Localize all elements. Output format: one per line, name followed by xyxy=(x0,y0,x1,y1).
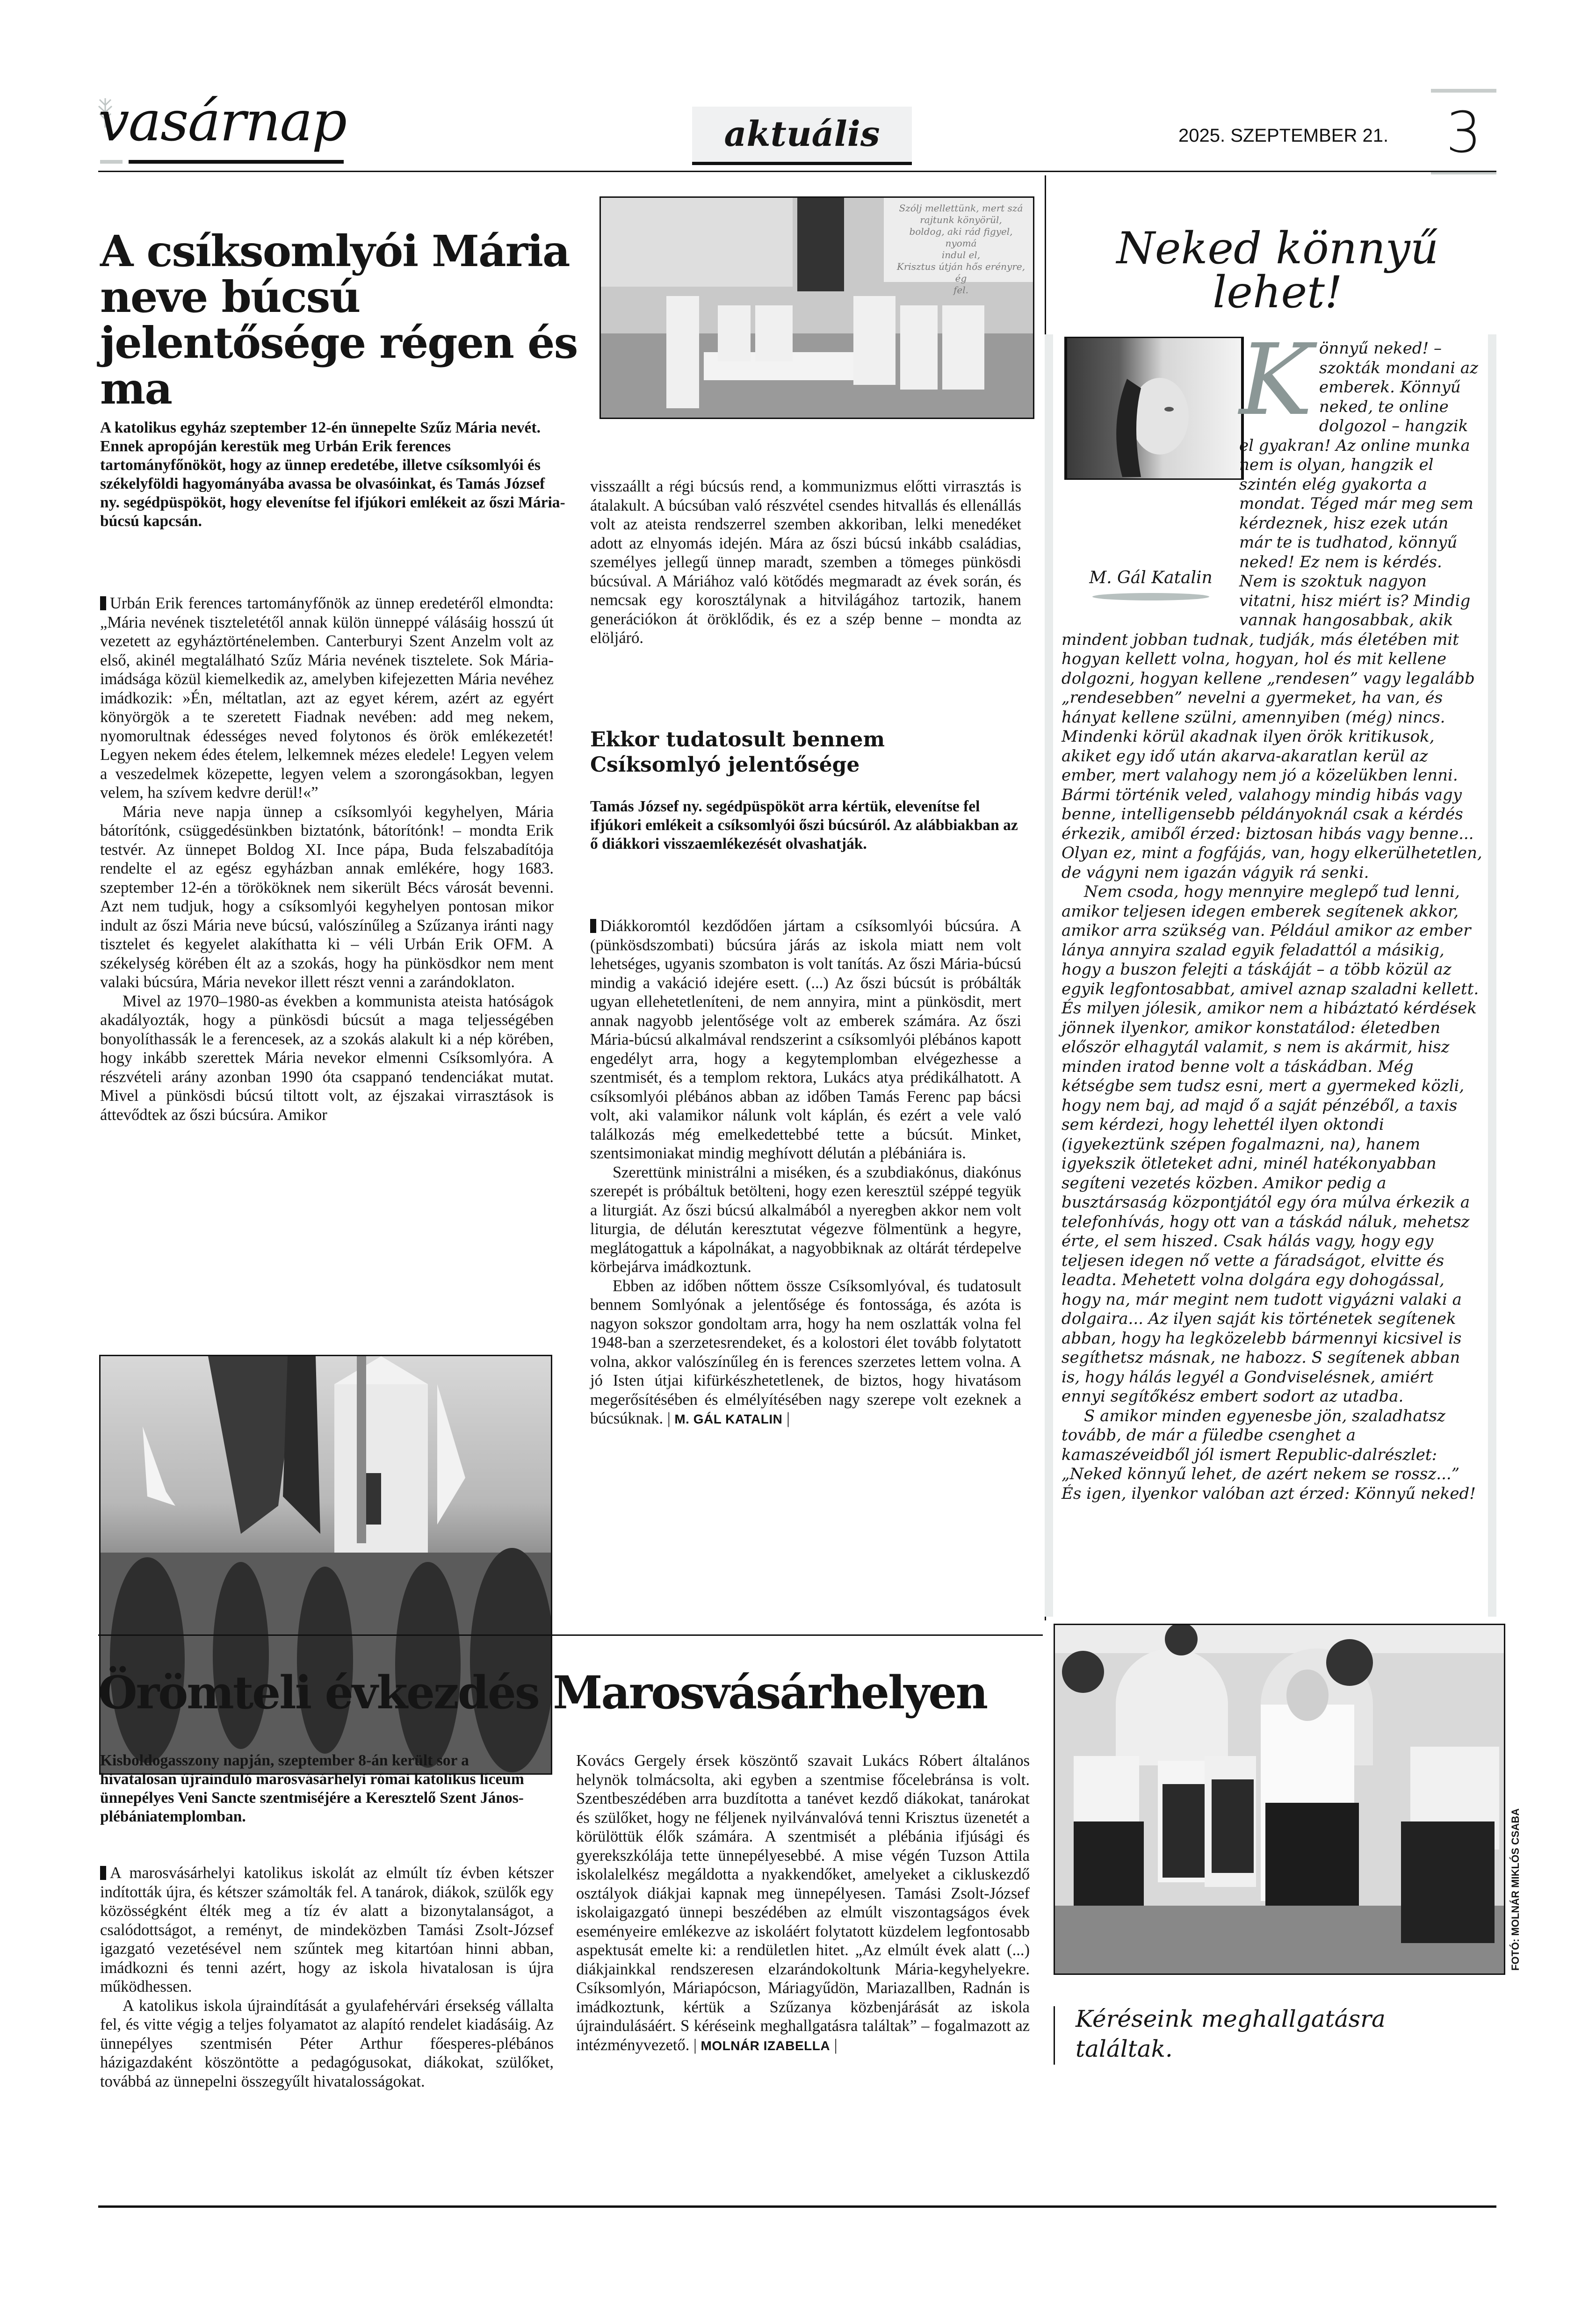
article-body-col2: visszaállt a régi búcsús rend, a kommunizmus előtti virrasztás is átalakult. A búcsúban való részvétel csendes hitvallás és ellenállás volt az ateista rendszerrel szemben akkoriban, lelki menedéket adott az elnyomás idején. Mára az őszi búcsú inkább családias, személyes jellegű ünnep maradt, szemben a tömeges pünkösdi búcsúval. A Máriához való kötődés megmaradt az évek során, és nemcsak egy korosztálynak a hitvilágához tartozik, hanem generációkon át öröklődik, és ez a szép benne – mondta az elöljáró. xyxy=(590,477,1021,647)
school-photo-graphic xyxy=(1055,1625,1504,1973)
article-body-col1: Urbán Erik ferences tartományfőnök az ünnep eredetéről elmondta: „Mária nevének tiszteletétől annak külön ünneppé válásáig hosszú út vezetett az egyháztörténelemben. Canterburyi Szent Anzelm volt az első, akinél megtalálható Szűz Mária nevének tisztelete. Sok Mária-imádsága közül kiemelkedik az, amelyben kifejezetten Mária nevéhez imádkozik: »Én, méltatlan, azt az egyet kérem, azért az egyért könyörgök a te szeretett Fiadnak nevében: add meg nekem, nyomorultnak édességes neved folytonos és örök emlékezetét! Legyen nekem édes ételem, lelkemnek mézes eledele! Legyen velem a veszedelmek közepette, legyen velem a szorongásokban, legyen velem, ha szívem kedvre derül!«” Mária neve napja ünnep a csíksomlyói kegyhelyen, Mária bátorítónk, csüggedésünkben biztatónk, bátorítónk! – mondta Erik testvér. Az ünnepet Boldog XI. Ince pápa, Buda felszabadítója rendelte el az egész egyházban annak emlékére, hogy 1683. szeptember 12-én a törököknek nem sikerült Bécs városát bevenni. Azt nem tudjuk, hogy a csíksomlyói kegyhelyen pontosan mikor indult az őszi Mária neve búcsú, valószínűleg a Szűzanya iránti nagy tisztelet és kegyelet alakíthatta ki – véli Urbán Erik OFM. A székelység körében élt az a szokás, hogy ha pünkösdkor nem ment valaki búcsúra, Mária nevekor illett részt venni a zarándoklaton. Mivel az 1970–1980-as években a kommunista ateista hatóságok akadályozták, hogy a pünkösdi búcsút a maga teljességében bonyolíthassák le a ferencesek, az a szokás alakult ki a nép körében, hogy inkább szerettek Mária nevekor elmenni Csíksomlyóra. A részvételi arány azonban 1990 óta csappanó tendenciákat mutat. Mivel a pünkösdi búcsú tiltott volt, az éjszakai virrasztások is áttevődtek az őszi búcsúra. Amikor xyxy=(100,594,554,1124)
article-sub-lead: Tamás József ny. segédpüspököt arra kértük, elevenítse fel ifjúkori emlékeit a csíksomlyói őszi búcsúról. Az alábbiakban az ő diákkori visszaemlékezését olvashatják. xyxy=(590,798,1018,853)
section-divider xyxy=(98,1634,1043,1636)
article2-body-col2: Kovács Gergely érsek köszöntő szavait Lukács Róbert általános helynök tolmácsolta, aki egyben a szentmise főcelebránsa is volt. Szentbeszédében arra buzdította a tanévet kezdő diákokat, tanárokat és szülőket, hogy ne féljenek nyilvánvalóvá tenni Krisztus üzenetét a körülöttük élők számára. A szentmisét a plébánia ifjúsági és gyerekszkólája tette ünnepélyesebbé. A mise végén Tuzson Attila iskolalelkész megáldotta a nyakkendőket, amelyeket a cikluskezdő osztályok diákjai kapnak meg ünnepélyesen. Tamási Zsolt-József iskolaigazgató ünnepi beszédében az elmúlt viszontagságos évek eseményeire emlékezve az iskoláért folytatott küzdelem legfontosabb aspektusát emelte ki: a rendületlen hitet. „Az elmúlt évek alatt (...) diákjainkkal rendszeresen elzarándokoltunk Mária-kegyhelyekre. Csíksomlyón, Máriapócson, Máriagyűdön, Mariazallben, Radnán is imádkoztunk, kértük a Szűzanya közbenjárását az iskola újraindulásáért. S kéréseink meghallgatásra találtak” – fogalmazott az intézményvezető. | MOLNÁR IZABELLA | xyxy=(576,1752,1030,2054)
masthead-underline xyxy=(129,160,344,164)
photo-banner-text: Szólj mellettünk, mert szá rajtunk könyörül, boldog, aki rád figyel, nyomá indul el, Krisztus útján hős erényre, ég fel. xyxy=(896,202,1025,296)
photo-credit: FOTÓ: MOLNÁR MIKLÓS CSABA xyxy=(1509,1808,1521,1971)
masthead-logo[interactable]: vasárnap xyxy=(98,89,347,153)
article-headline: A csíksomlyói Mária neve búcsú jelentősége régen és ma xyxy=(100,226,578,414)
pull-quote: Kéréseink meghallgatásra találtak. xyxy=(1076,2005,1386,2062)
article2-byline: MOLNÁR IZABELLA xyxy=(701,2038,830,2053)
dropcap-letter: K xyxy=(1239,323,1313,437)
issue-date: 2025. SZEPTEMBER 21. xyxy=(1178,125,1389,146)
article-subhead: Ekkor tudatosult bennem Csíksomlyó jelentősége xyxy=(590,728,885,777)
article-body-col2b: Diákkoromtól kezdődően jártam a csíksomlyói búcsúra. A (pünkösdszombati) búcsúra járás az iskola miatt nem volt lehetséges, ugyanis szombaton is volt tanítás. Az őszi Mária-búcsú mindig a vakáció idejére esett. (...) Az őszi búcsút is próbálták ugyan ellehetetleníteni, de nem annyira, mint a pünkösdit, mert annak nagyobb jelentősége volt az emberek számára. Az őszi Mária-búcsú alkalmával rendszerint a csíksomlyói plébános kapott engedélyt arra, hogy a kegytemplomban elvégezhesse a szentmisét, és a templom rektora, Lukács atya prédikálhatott. A csíksomlyói plébános abban az időben Tamás Ferenc pap bácsi volt, aki valamikor nálunk volt káplán, és ezért a vele való találkozás még emelkedettebbé tette a búcsút. Minket, szentsimoniakat mindig meghívott délután a plébániára is. Szerettünk ministrálni a miséken, és a szubdiakónus, diakónus szerepét is próbáltuk betölteni, hogy ezen keresztül széppé tegyük a liturgiát. Az őszi búcsú alkalmából a nyeregben akkor nem volt liturgia, de délután keresztutat végezve fölmentünk a hegyre, meglátogattuk a kápolnákat, a nagyobbiknak az oltárát térdepelve körbejárva imádkoztunk. Ebben az időben nőttem össze Csíksomlyóval, és tudatosult bennem Somlyónak a jelentősége és fontossága, és azóta is nagyon sokszor gondoltam arra, hogy ha nem oszlatták volna fel 1948-ban a szerzetesrendeket, és a kolostori élet tovább folytatott volna, akkor valószínűleg én is ferences szerzetes lettem volna. A jó Isten útjai kifürkészhetetlenek, de biztos, hogy hivatásom megerősítésében és elmélyítésében nagy szerepe volt ezeknek a búcsúknak. | M. GÁL KATALIN | xyxy=(590,917,1021,1427)
author-caption: M. Gál Katalin xyxy=(1089,568,1213,587)
paragraph-marker xyxy=(100,596,106,610)
article2-lead: Kisboldogasszony napján, szeptember 8-án került sor a hivatalosan újrainduló marosvásárhelyi római katolikus líceum ünnepélyes Veni Sancte szentmiséjére a Keresztelő Szent János-plébániatemplomban. xyxy=(100,1752,524,1825)
article2-headline: Örömteli évkezdés Marosvásárhelyen xyxy=(98,1666,987,1719)
paragraph-marker xyxy=(590,919,596,933)
pullquote-rule xyxy=(1054,2006,1055,2065)
page-number: 3 xyxy=(1445,101,1482,166)
section-rubric: aktuális xyxy=(692,107,912,165)
masthead-underline-accent xyxy=(100,160,123,164)
footer-rule xyxy=(98,2205,1496,2208)
column-title: Neked könnyű lehet! xyxy=(1116,223,1439,318)
article-lead: A katolikus egyház szeptember 12-én ünnepelte Szűz Mária nevét. Ennek apropóján kerestük meg Urbán Erik ferences tartományfőnököt, hogy az ünnep eredetébe, illetve csíksomlyói és székelyföldi hagyományába avassa be olvasóinkat, és Tamás József ny. segédpüspököt, hogy elevenítse fel ifjúkori emlékeit az őszi Mária-búcsú kapcsán. xyxy=(100,419,565,530)
column-body: Könnyű neked! – szokták mondani az emberek. Könnyű neked, te online dolgozol – hangzik el gyakran! Az online munka nem is olyan, hangzik el szintén elég gyakorta a mondat. Téged már meg sem kérdeznek, hisz ezek után már te is tudhatod, könnyű neked! Ez nem is kérdés. Nem is szoktuk nagyon vitatni, hisz miért is? Mindig vannak hangosabbak, akik mindent jobban tudnak, tudják, más életében mit hogyan kellett volna, hogyan, hol és mit kellene dolgozni, hogyan kellene „rendesen” vagy legalább „rendesebben” nevelni a gyermeket, ha van, és hányat kellene szülni, amennyiben (még) nincs. Mindenki körül akadnak ilyen örök kritikusok, akiket egy idő után akarva-akaratlan kerül az ember, mert valahogy nem jó a közelükben lenni. Bármi történik veled, valahogy mindig hibás vagy benne, intelligensebb példányoknál csak a kérdés érkezik, amiből érzed: biztosan hibás vagy benne... Olyan ez, mint a fogfájás, van, hogy elkerülhetetlen, de vágyni nem igazán vágyik rá senki. Nem csoda, hogy mennyire meglepő tud lenni, amikor teljesen idegen emberek segítenek akkor, amikor arra szükség van. Például amikor az ember lánya annyira szalad egyik feladattól a másikig, hogy a buszon felejti a táskáját – a több közül az egyik legfontosabbat, amivel aznap szaladni kellett. És milyen jólesik, amikor nem a hibáztató kérdések jönnek ilyenkor, amikor konstatálod: életedben először elhagytál valamit, s nem is akármit, hisz minden iratod benne volt a táskádban. Még kétségbe sem tudsz esni, mert a gyermeked közli, hogy nem baj, ad majd ő a saját pénzéből, a taxis sem kérdezi, hogy lehettél ilyen oktondi (igyekeztünk szépen fogalmazni, na), hanem igyekszik ötleteket adni, minél hatékonyabban segíteni vezetés közben. Amikor pedig a busztársaság központjától egy óra múlva érkezik a telefonhívás, hogy ott van a táskád náluk, mehetsz érte, el sem hiszed. Csak hálás vagy, hogy egy teljesen idegen nő vette a fáradságot, elvitte és leadta. Mehetett volna dolgára egy dohogással, hogy na, már megint nem tudott vigyázni valaki a dolgaira... Az ilyen saját kis történetek segítenek abban, hogy ha legközelebb bármennyi kicsivel is segíthetsz másnak, ne habozz. S segítenek abban is, hogy hálás legyél a Gondviselésnek, amiért ennyi segítőkész embert sodort az utadba. S amikor minden egyenesbe jön, szaladhatsz tovább, de már a füledbe csenghet a kamaszéveidből jól ismert Republic-dalrészlet: „Neked könnyű lehet, de azért nekem se rossz...” És igen, ilyenkor valóban azt érzed: Könnyű neked! xyxy=(1062,323,1482,1503)
paragraph-marker xyxy=(100,1866,106,1880)
photo-school-ceremony xyxy=(1054,1624,1505,1975)
header-rule xyxy=(98,171,1496,172)
photo-mass xyxy=(599,196,1034,419)
article-byline: M. GÁL KATALIN xyxy=(674,1412,783,1426)
article2-body-col1: A marosvásárhelyi katolikus iskolát az elmúlt tíz évben kétszer indították újra, és kétszer számolták fel. A tanárok, diákok, szülők egy közösségként élték meg a tíz év alatt a bizonytalanságot, a csalódottságot, a reményt, de mindeközben Tamási Zsolt-József igazgató vezetésével nem szűntek meg kitartóan hinni abban, imádkozni és tenni azért, hogy az iskola hivatalosan is újra működhessen. A katolikus iskola újraindítását a gyulafehérvári érsekség vállalta fel, és vitte végig a teljes folyamatot az alapító rendelet kiadásáig. Az ünnepélyes szentmisén Péter Arthur főesperes-plébános házigazdaként köszöntötte a pedagógusokat, diákokat, szülőket, továbbá az ünnepelni összegyűlt hivatalosságokat. xyxy=(100,1864,554,2090)
